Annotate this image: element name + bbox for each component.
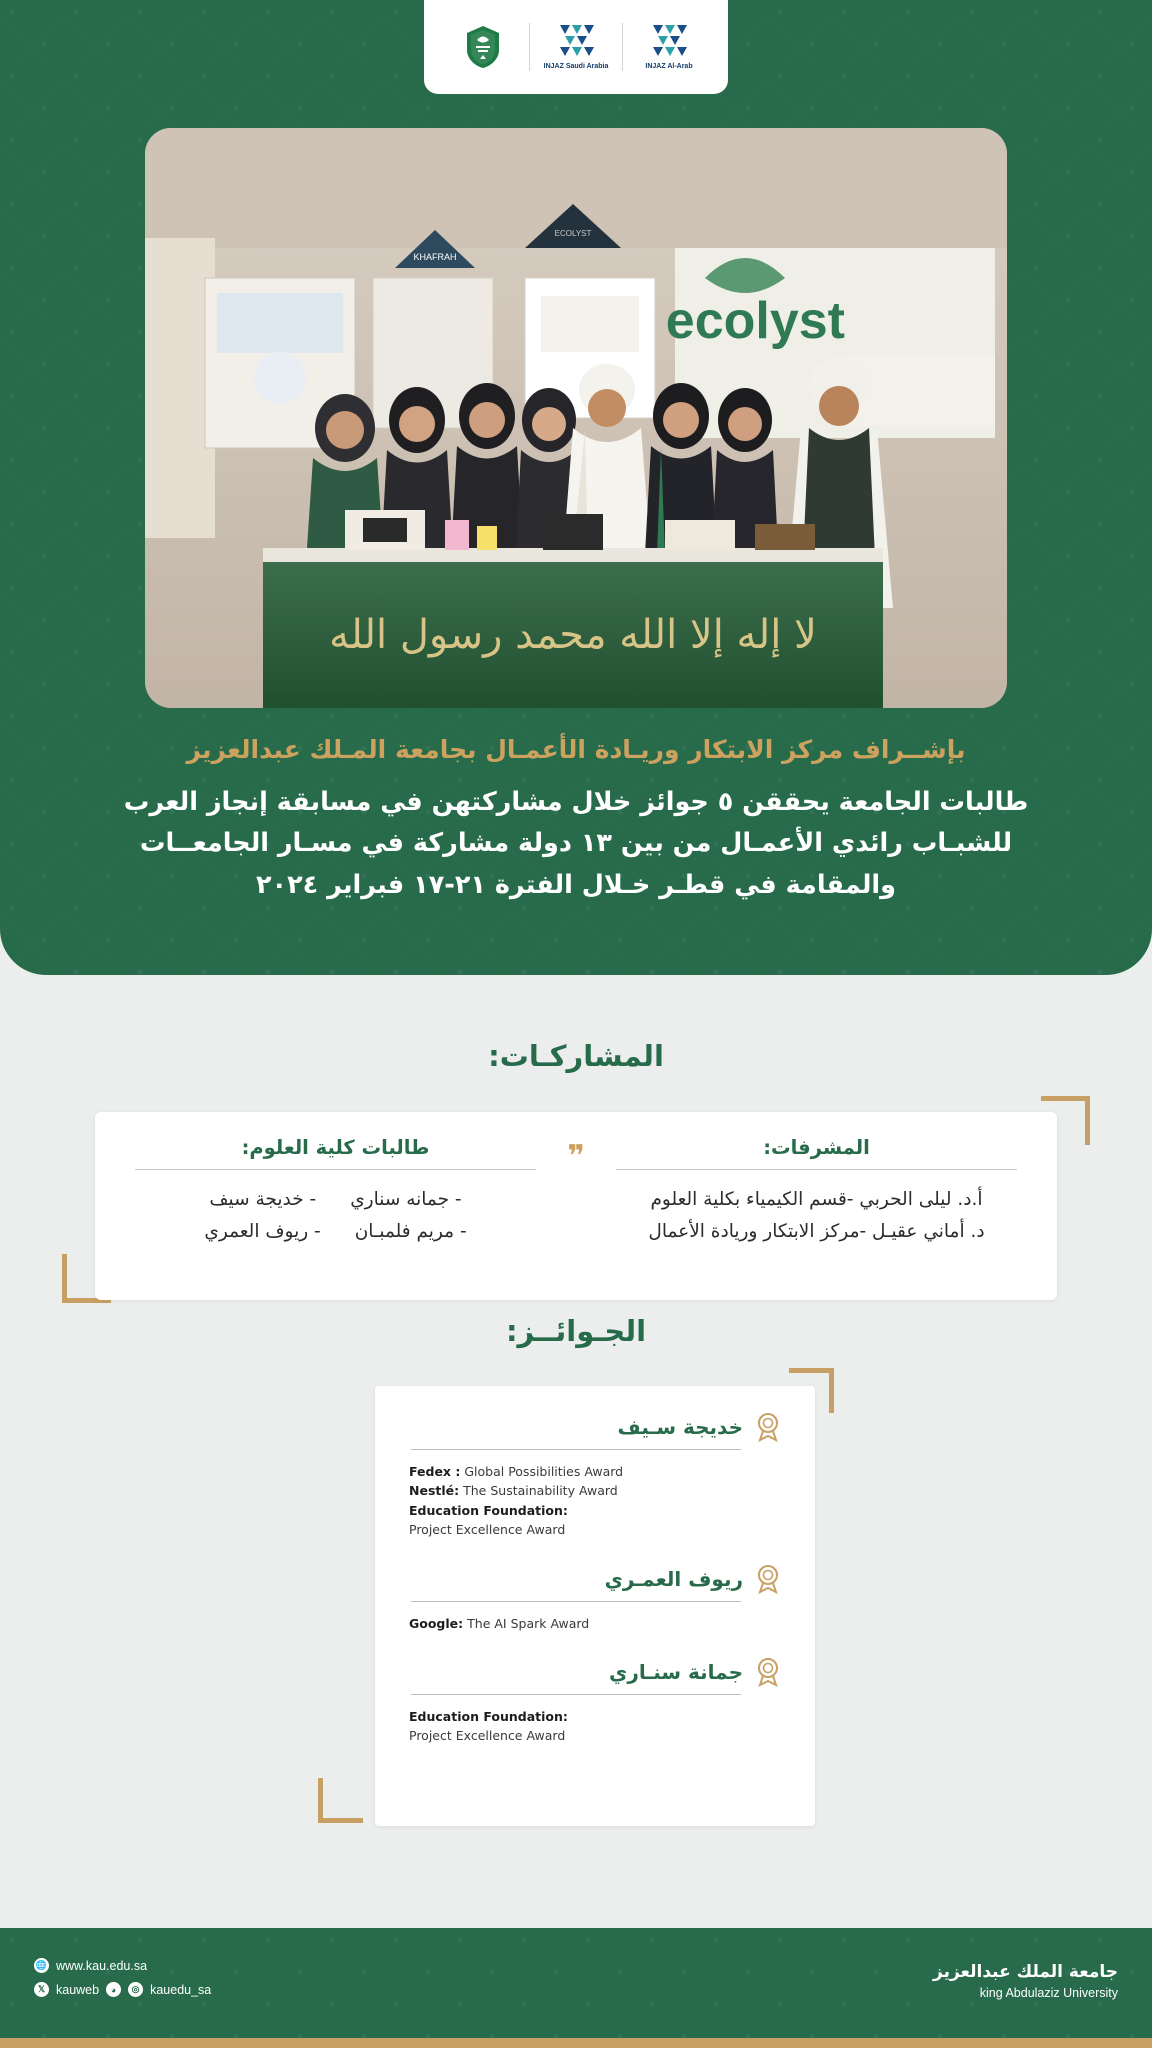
- student-name: - جمانه سناري: [350, 1189, 462, 1210]
- supervisors-rule: [616, 1169, 1017, 1170]
- footer: [0, 1928, 1152, 2048]
- medal-icon: [755, 1564, 781, 1594]
- students-column: [95, 1112, 576, 1249]
- kau-seal-icon: [463, 24, 503, 70]
- svg-text:ecolyst: ecolyst: [665, 292, 845, 350]
- globe-icon: 🌐: [34, 1958, 49, 1973]
- award-item: [409, 1501, 781, 1540]
- award-title: Global Possibilities Award: [464, 1464, 624, 1479]
- injaz-alarab-logo: [623, 23, 715, 72]
- student-name: - مريم فلمبـان: [354, 1221, 467, 1243]
- participants-card: [95, 1112, 1057, 1300]
- supervisor-name: د. أماني عقيـل -مركز الابتكار وريادة الأعمال: [648, 1221, 985, 1243]
- student-name: - ريوف العمري: [204, 1221, 321, 1243]
- award-sponsor: Nestlé:: [409, 1483, 460, 1499]
- footer-university-name: [933, 1962, 1118, 2000]
- award-winner-block: [409, 1657, 781, 1746]
- supervisor-name: أ.د. ليلى الحربي -قسم الكيمياء بكلية العلوم: [650, 1189, 983, 1210]
- footer-website-row[interactable]: [34, 1958, 211, 1973]
- supervisors-heading: المشرفات:: [763, 1136, 870, 1159]
- awards-corner-bottom-left: [318, 1778, 363, 1823]
- award-sponsor: Fedex :: [409, 1464, 461, 1479]
- injaz-alarab-caption: INJAZ Al-Arab: [645, 62, 693, 70]
- award-winner-block: [409, 1564, 781, 1633]
- hero-panel: [0, 0, 1152, 975]
- footer-social-handle: kauedu_sa: [150, 1982, 212, 1997]
- award-item: [409, 1462, 781, 1481]
- winner-rule: [411, 1601, 741, 1602]
- supervisors-column: [576, 1112, 1057, 1249]
- footer-gold-bar: [0, 2038, 1152, 2048]
- kau-logo: [437, 24, 529, 70]
- logo-divider-2: [529, 23, 530, 71]
- snapchat-icon: ◕: [106, 1982, 121, 1997]
- award-sponsor: Education Foundation:: [409, 1708, 568, 1724]
- medal-icon: [755, 1657, 781, 1687]
- winner-name: ريوف العمـري: [604, 1566, 743, 1591]
- students-row-2: [129, 1216, 542, 1248]
- event-photo: [145, 128, 1007, 708]
- footer-social-handle: kauweb: [56, 1982, 100, 1997]
- students-heading: طالبات كلية العلوم:: [241, 1136, 430, 1159]
- x-icon: 𝕏: [34, 1982, 49, 1997]
- medal-icon: [755, 1412, 781, 1442]
- injaz-saudi-logo: [530, 23, 622, 72]
- winner-name: جمانة سنـاري: [609, 1659, 743, 1684]
- award-winner-block: [409, 1412, 781, 1540]
- participants-section-title: المشاركـات:: [488, 1039, 664, 1073]
- injaz-triangles-icon-2: [556, 23, 596, 59]
- logo-divider-1: [622, 23, 623, 71]
- university-name-en: king Abdulaziz University: [979, 1986, 1118, 2000]
- supervision-line: بإشــراف مركز الابتكار وريـادة الأعمـال بجامعة المـلك عبدالعزيز: [186, 735, 966, 764]
- award-item: [409, 1707, 781, 1746]
- winner-rule: [411, 1694, 741, 1695]
- logo-bar: [424, 0, 728, 94]
- award-title: The AI Spark Award: [467, 1615, 590, 1631]
- winner-name: خديجة سـيف: [617, 1415, 743, 1439]
- injaz-saudi-caption: INJAZ Saudi Arabia: [543, 62, 609, 70]
- award-sponsor: Google:: [409, 1615, 464, 1631]
- award-sponsor: Education Foundation:: [409, 1502, 568, 1518]
- students-row-1: [129, 1184, 542, 1216]
- award-item: [409, 1614, 781, 1633]
- injaz-triangles-icon: [649, 23, 689, 59]
- headline-text: طالبات الجامعة يحققن ٥ جوائز خلال مشاركتهن في مسابقة إنجاز العرب للشبـاب رائدي الأعمـال من بين ١٣ دولة مشاركة في مسـار الجامعــات والمقامة في قطـر خـلال الفترة ٢١-١٧ فبراير ٢٠٢٤: [123, 787, 1029, 900]
- students-rule: [135, 1169, 536, 1170]
- student-name: - خديجة سيف: [209, 1189, 317, 1210]
- award-title: Project Excellence Award: [409, 1728, 566, 1744]
- quote-mark: ❞: [567, 1139, 585, 1174]
- awards-card: [375, 1386, 815, 1826]
- instagram-icon: ◎: [128, 1982, 143, 1997]
- footer-website: www.kau.edu.sa: [56, 1958, 148, 1973]
- award-item: [409, 1481, 781, 1500]
- footer-social-row[interactable]: [34, 1982, 211, 1997]
- award-title: Project Excellence Award: [409, 1522, 566, 1538]
- svg-text:ECOLYST: ECOLYST: [554, 229, 592, 238]
- svg-text:لا إله إلا الله محمد رسول الله: لا إله إلا الله محمد رسول الله: [329, 612, 817, 658]
- svg-text:KHAFRAH: KHAFRAH: [413, 252, 457, 262]
- university-name-ar: جامعة الملك عبدالعزيز: [933, 1962, 1118, 1982]
- event-photo-illustration: [145, 128, 1007, 708]
- winner-rule: [411, 1449, 741, 1450]
- footer-contact: [34, 1958, 211, 2006]
- awards-section-title: الجـوائــز:: [505, 1314, 647, 1348]
- award-title: The Sustainability Award: [463, 1483, 618, 1499]
